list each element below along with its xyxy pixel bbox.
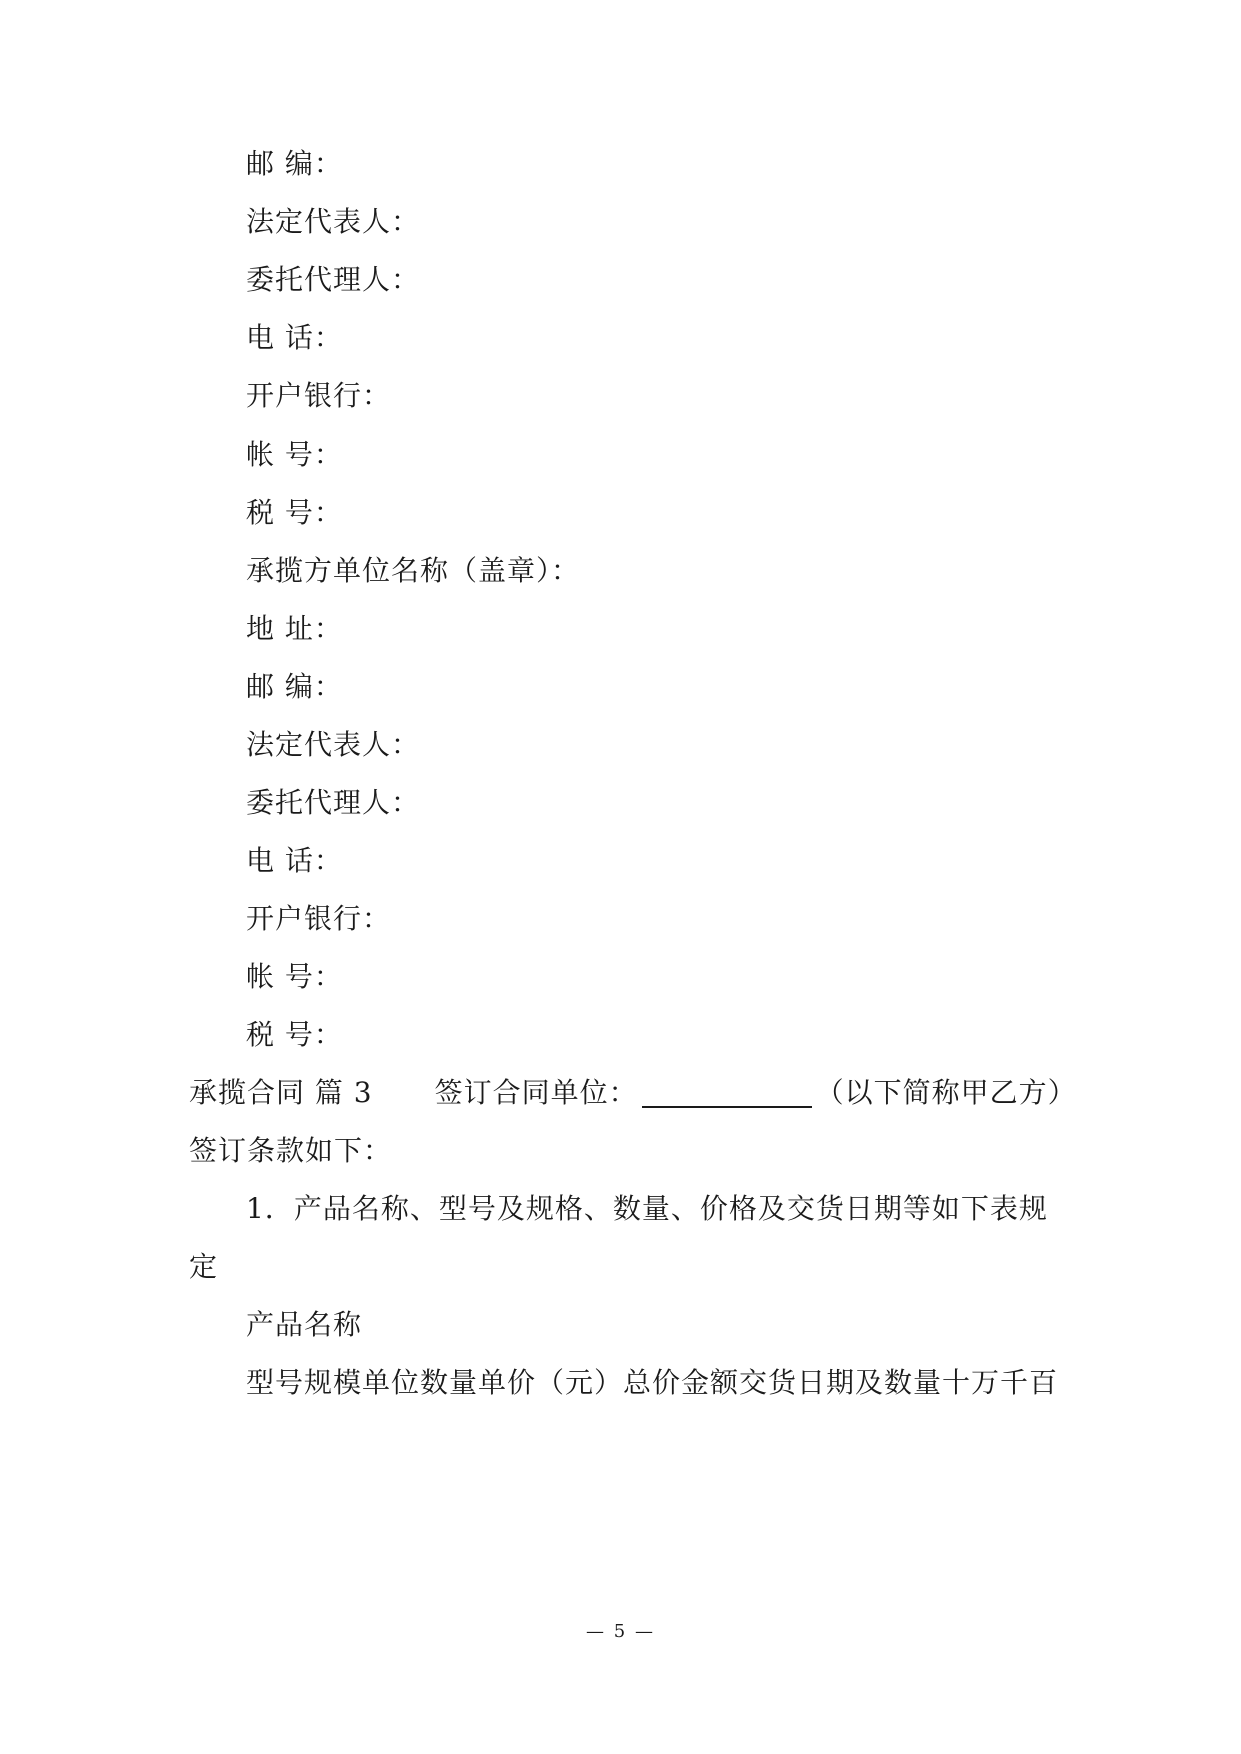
section3-heading-line xyxy=(189,1075,1077,1111)
party-a-tax-no: 税 号： xyxy=(246,496,343,529)
party-a-account: 帐 号： xyxy=(246,438,343,471)
item1-line2: 定 xyxy=(189,1250,219,1283)
table-header-text: 型号规模单位数量单价（元）总价金额交货日期及数量十万千百 xyxy=(246,1366,1059,1399)
contractor-title: 承揽方单位名称（盖章）： xyxy=(246,554,581,587)
contractor-phone: 电 话： xyxy=(246,844,343,877)
page-number: — 5 — xyxy=(586,1621,655,1642)
contractor-tax-no: 税 号： xyxy=(246,1018,343,1051)
party-a-phone: 电 话： xyxy=(246,321,343,354)
item1-line1: 1．产品名称、型号及规格、数量、价格及交货日期等如下表规 xyxy=(246,1192,1048,1225)
party-a-postcode: 邮 编： xyxy=(246,147,343,180)
sign-label: 签订合同单位： xyxy=(434,1076,638,1109)
product-name-label: 产品名称 xyxy=(246,1308,363,1341)
sign-suffix: （以下简称甲乙方） xyxy=(815,1076,1077,1109)
contractor-bank: 开户银行： xyxy=(246,902,392,935)
contractor-legal-rep: 法定代表人： xyxy=(246,728,421,761)
contractor-account: 帐 号： xyxy=(246,960,343,993)
party-a-agent: 委托代理人： xyxy=(246,263,421,296)
signing-unit-blank[interactable] xyxy=(642,1080,812,1108)
contractor-address: 地 址： xyxy=(246,612,343,645)
party-a-bank: 开户银行： xyxy=(246,379,392,412)
contractor-postcode: 邮 编： xyxy=(246,670,343,703)
terms-intro: 签订条款如下： xyxy=(189,1134,393,1167)
contractor-agent: 委托代理人： xyxy=(246,786,421,819)
party-a-legal-rep: 法定代表人： xyxy=(246,205,421,238)
section3-heading: 承揽合同 篇 3 xyxy=(189,1076,373,1109)
